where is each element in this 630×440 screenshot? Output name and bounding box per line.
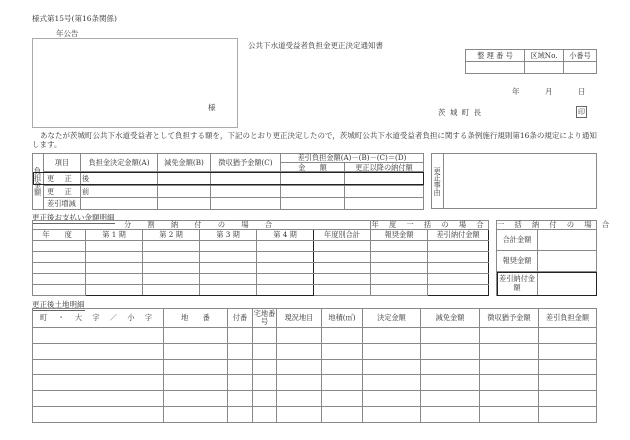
lump-sum-table <box>496 220 614 296</box>
col-land-category: 現況地目 <box>277 309 322 328</box>
cell[interactable] <box>33 328 164 344</box>
payment-row <box>33 263 489 274</box>
cell[interactable] <box>539 359 597 375</box>
cell[interactable] <box>257 274 314 285</box>
land-section-title: 更正後土地明細 <box>32 300 85 309</box>
cell[interactable] <box>228 391 253 407</box>
cell[interactable] <box>33 263 86 274</box>
header-net-sum: 金 額 <box>281 163 345 172</box>
col-sub-number: 付番 <box>228 309 253 328</box>
cell[interactable] <box>428 285 489 296</box>
cell[interactable] <box>363 328 421 344</box>
installment-header: 分 割 納 付 の 場 合 <box>33 221 371 230</box>
payment-row <box>33 252 489 263</box>
cell[interactable] <box>322 407 363 423</box>
cell[interactable] <box>33 252 86 263</box>
notice-label: 年公告 <box>56 29 79 38</box>
row-label-before: 更 正 前 <box>44 185 81 197</box>
cell[interactable] <box>164 391 228 407</box>
row-label-diff: 差引増減 <box>44 197 81 209</box>
cell[interactable] <box>322 375 363 391</box>
cell[interactable] <box>33 359 164 375</box>
land-row <box>33 328 597 344</box>
cell[interactable] <box>281 172 345 185</box>
cell[interactable] <box>322 343 363 359</box>
cell[interactable] <box>277 391 322 407</box>
col-net-payment: 差引納付金額 <box>428 230 489 241</box>
cell[interactable] <box>322 328 363 344</box>
cell[interactable] <box>281 185 345 197</box>
amount-row-diff <box>33 197 424 209</box>
ref-value-area[interactable] <box>525 62 564 74</box>
seal-stamp: 印 <box>578 108 585 116</box>
cell[interactable] <box>228 359 253 375</box>
payment-section-title: 更正後お支払い金額明細 <box>32 213 115 222</box>
cell[interactable] <box>211 185 281 197</box>
cell[interactable] <box>539 407 597 423</box>
cell[interactable] <box>345 185 424 197</box>
cell[interactable] <box>200 285 257 296</box>
cell[interactable] <box>33 274 86 285</box>
cell[interactable] <box>143 274 200 285</box>
cell[interactable] <box>314 252 371 263</box>
cell[interactable] <box>421 391 480 407</box>
ref-header-seiri: 整 理 番 号 <box>466 50 525 62</box>
land-row <box>33 391 597 407</box>
cell[interactable] <box>33 241 86 252</box>
date-day: 日 <box>578 87 586 96</box>
lump-sum-reward-value[interactable] <box>538 251 597 272</box>
cell[interactable] <box>164 359 228 375</box>
cell[interactable] <box>33 375 164 391</box>
cell[interactable] <box>200 241 257 252</box>
cell[interactable] <box>86 263 143 274</box>
notice-body-text: あなたが茨城町公共下水道受益者として負担する額を，下記のとおり更正決定したので，茨城町公共下水道受益者負担に関する条例施行規則第16条の規定により通知します。 <box>32 131 597 149</box>
ref-value-seiri[interactable] <box>466 62 525 74</box>
cell[interactable] <box>86 241 143 252</box>
land-row <box>33 407 597 423</box>
cell[interactable] <box>277 328 322 344</box>
payment-table <box>32 220 489 296</box>
cell[interactable] <box>253 391 277 407</box>
col-period-1: 第 1 期 <box>86 230 143 241</box>
col-period-3: 第 3 期 <box>200 230 257 241</box>
land-row <box>33 359 597 375</box>
cell[interactable] <box>314 241 371 252</box>
cell[interactable] <box>277 375 322 391</box>
col-lot-number: 地 番 <box>164 309 228 328</box>
payment-row <box>33 285 489 296</box>
cell[interactable] <box>363 359 421 375</box>
cell[interactable] <box>539 375 597 391</box>
cell[interactable] <box>257 252 314 263</box>
cell[interactable] <box>211 197 281 209</box>
ref-header-area: 区域No. <box>525 50 564 62</box>
cell[interactable] <box>86 285 143 296</box>
cell[interactable] <box>539 328 597 344</box>
date-month: 月 <box>545 87 553 96</box>
header-deferral-amount: 徴収猶予金額(C) <box>211 154 281 172</box>
addressee-suffix: 様 <box>208 103 216 112</box>
land-table <box>32 308 597 423</box>
cell[interactable] <box>421 359 480 375</box>
cell[interactable] <box>158 197 211 209</box>
cell[interactable] <box>33 285 86 296</box>
cell[interactable] <box>371 241 428 252</box>
cell[interactable] <box>33 343 164 359</box>
date-year: 年 <box>512 87 520 96</box>
amount-side-label: 負担金額 <box>33 154 44 210</box>
col-decided-amount: 決定金額 <box>363 309 421 328</box>
cell[interactable] <box>257 263 314 274</box>
lump-sum-reward-label: 報奨金額 <box>497 251 538 272</box>
cell[interactable] <box>277 359 322 375</box>
cell[interactable] <box>86 252 143 263</box>
lump-sum-net-label: 差引納付金額 <box>497 272 538 296</box>
cell[interactable] <box>322 359 363 375</box>
lump-sum-header: 一 括 納 付 の 場 合 <box>497 220 614 230</box>
cell[interactable] <box>158 185 211 197</box>
reference-number-table <box>465 49 597 74</box>
col-period-4: 第 4 期 <box>257 230 314 241</box>
cell[interactable] <box>363 391 421 407</box>
land-row <box>33 375 597 391</box>
cell[interactable] <box>143 241 200 252</box>
col-residential-number: 宅地番号 <box>253 309 276 326</box>
cell[interactable] <box>363 407 421 423</box>
cell[interactable] <box>143 285 200 296</box>
cell[interactable] <box>281 197 345 209</box>
cell[interactable] <box>428 263 489 274</box>
cell[interactable] <box>143 252 200 263</box>
cell[interactable] <box>158 172 211 185</box>
col-year: 年 度 <box>33 230 86 241</box>
col-reward: 報奨金額 <box>371 230 428 241</box>
cell[interactable] <box>363 343 421 359</box>
ref-header-sub: 小番号 <box>564 50 597 62</box>
cell[interactable] <box>480 391 539 407</box>
header-decided-amount: 負担金決定金額(A) <box>81 154 158 172</box>
cell[interactable] <box>143 263 200 274</box>
cell[interactable] <box>480 343 539 359</box>
cell[interactable] <box>277 343 322 359</box>
col-deferral-amount: 徴収猶予金額 <box>480 309 539 328</box>
cell[interactable] <box>228 375 253 391</box>
cell[interactable] <box>228 328 253 344</box>
addressee-box[interactable] <box>32 38 238 128</box>
cell[interactable] <box>314 274 371 285</box>
amount-row-after <box>33 172 424 185</box>
cell[interactable] <box>257 285 314 296</box>
cell[interactable] <box>277 407 322 423</box>
cell[interactable] <box>253 328 277 344</box>
cell[interactable] <box>253 407 277 423</box>
col-exemption-amount: 減免金額 <box>421 309 480 328</box>
amount-row-before <box>33 185 424 197</box>
document-title: 公共下水道受益者負担金更正決定通知書 <box>248 41 383 50</box>
cell[interactable] <box>428 241 489 252</box>
cell[interactable] <box>200 252 257 263</box>
cell[interactable] <box>371 252 428 263</box>
row-label-after: 更 正 後 <box>44 172 81 185</box>
amount-table <box>32 153 424 210</box>
header-net-amount: 差引負担金額(A)－(B)－(C)＝(D) <box>281 154 424 163</box>
cell[interactable] <box>421 328 480 344</box>
header-paid-after: 更正以降の納付額 <box>345 163 424 172</box>
cell[interactable] <box>421 375 480 391</box>
lump-sum-total-value[interactable] <box>538 230 597 251</box>
col-area: 地積(㎡) <box>322 309 363 328</box>
cell[interactable] <box>228 407 253 423</box>
reason-box <box>431 153 597 209</box>
payment-row <box>33 241 489 252</box>
cell[interactable] <box>480 328 539 344</box>
header-item: 項目 <box>44 154 81 172</box>
cell[interactable] <box>33 407 164 423</box>
yearly-header: 年 度 一 括 の 場 合 <box>371 220 488 230</box>
cell[interactable] <box>164 375 228 391</box>
cell[interactable] <box>253 359 277 375</box>
cell[interactable] <box>480 359 539 375</box>
lump-sum-total-label: 合計金額 <box>497 230 538 251</box>
col-year-total: 年度別合計 <box>314 230 371 241</box>
cell[interactable] <box>164 328 228 344</box>
cell[interactable] <box>363 375 421 391</box>
cell[interactable] <box>371 285 428 296</box>
cell[interactable] <box>200 274 257 285</box>
cell[interactable] <box>421 407 480 423</box>
cell[interactable] <box>253 375 277 391</box>
payment-row <box>33 274 489 285</box>
cell[interactable] <box>314 263 371 274</box>
cell[interactable] <box>314 285 371 296</box>
cell[interactable] <box>345 197 424 209</box>
col-period-2: 第 2 期 <box>143 230 200 241</box>
cell[interactable] <box>228 343 253 359</box>
cell[interactable] <box>86 274 143 285</box>
cell[interactable] <box>253 343 277 359</box>
cell[interactable] <box>200 263 257 274</box>
reason-label: 更正事由 <box>432 154 444 209</box>
cell[interactable] <box>81 197 158 209</box>
issuer-name: 茨 城 町 長 <box>438 108 483 117</box>
cell[interactable] <box>33 391 164 407</box>
cell[interactable] <box>257 241 314 252</box>
cell[interactable] <box>164 343 228 359</box>
cell[interactable] <box>371 274 428 285</box>
cell[interactable] <box>480 407 539 423</box>
land-row <box>33 343 597 359</box>
cell[interactable] <box>428 252 489 263</box>
cell[interactable] <box>211 172 281 185</box>
col-net-amount: 差引負担金額 <box>539 309 597 328</box>
cell[interactable] <box>480 375 539 391</box>
cell[interactable] <box>164 407 228 423</box>
cell[interactable] <box>539 391 597 407</box>
cell[interactable] <box>322 391 363 407</box>
header-exemption-amount: 減免金額(B) <box>158 154 211 172</box>
cell[interactable] <box>371 263 428 274</box>
form-number: 様式第15号(第16条関係) <box>32 14 117 23</box>
cell[interactable] <box>345 172 424 185</box>
reason-field[interactable] <box>444 154 597 209</box>
col-town: 町 ・ 大 字 ／ 小 字 <box>33 309 164 328</box>
ref-value-sub[interactable] <box>564 62 597 74</box>
cell[interactable] <box>428 274 489 285</box>
cell[interactable] <box>539 343 597 359</box>
cell[interactable] <box>421 343 480 359</box>
lump-sum-net-value[interactable] <box>538 272 597 296</box>
